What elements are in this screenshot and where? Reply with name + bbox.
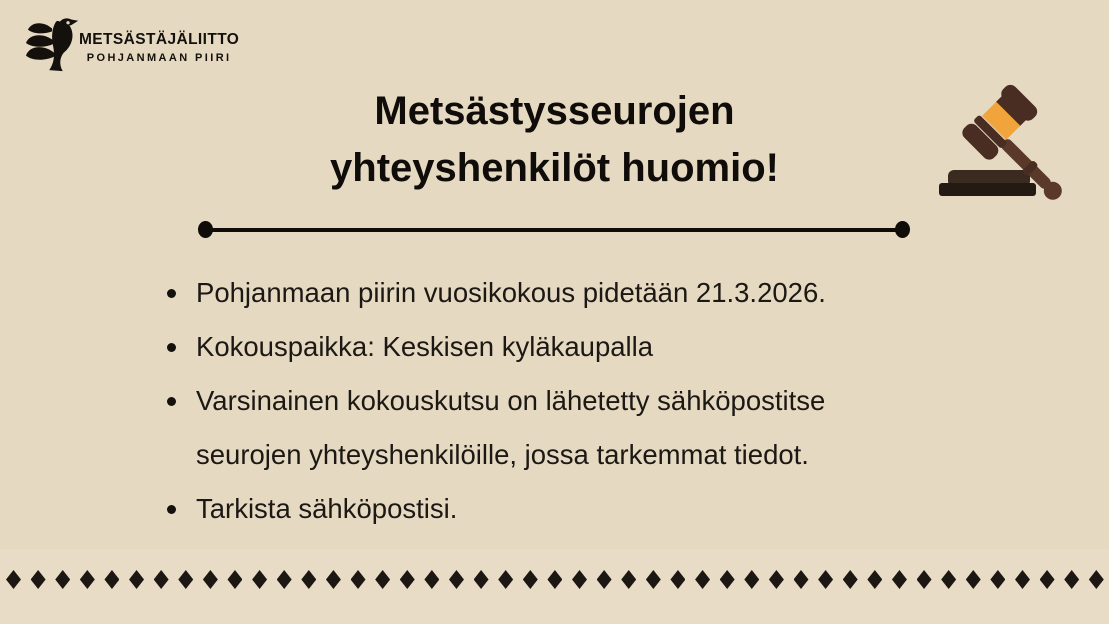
diamond-ornament-icon (203, 570, 218, 589)
list-item-text: Tarkista sähköpostisi. (196, 493, 458, 524)
diamond-ornament-icon (400, 570, 415, 589)
bullet-marker (167, 505, 176, 514)
diamond-ornament-icon (720, 570, 735, 589)
diamond-ornament-icon (154, 570, 169, 589)
bullet-marker (167, 289, 176, 298)
diamond-ornament-icon (572, 570, 587, 589)
bullet-marker (167, 397, 176, 406)
page-title-line-2: yhteyshenkilöt huomio! (330, 146, 779, 190)
divider-right-dot-icon (895, 221, 910, 238)
diamond-ornament-icon (6, 570, 21, 589)
bullet-list (167, 266, 1027, 536)
list-item (167, 482, 1027, 536)
diamond-ornament-icon (449, 570, 464, 589)
diamond-ornament-icon (867, 570, 882, 589)
diamond-ornament-icon (646, 570, 661, 589)
diamond-ornament-icon (227, 570, 242, 589)
diamond-ornament-icon (990, 570, 1005, 589)
diamond-ornament-icon (670, 570, 685, 589)
list-item (167, 266, 1027, 320)
organization-logo (26, 14, 239, 74)
page-title-line-1: Metsästysseurojen (374, 89, 735, 133)
diamond-ornament-icon (818, 570, 833, 589)
list-item-text: Pohjanmaan piirin vuosikokous pidetään 21.3.2026. (196, 277, 826, 308)
diamond-ornament-icon (252, 570, 267, 589)
diamond-ornament-icon (941, 570, 956, 589)
diamond-ornament-icon (1040, 570, 1055, 589)
diamond-ornament-icon (31, 570, 46, 589)
diamond-ornament-icon (1064, 570, 1079, 589)
diamond-ornament-icon (523, 570, 538, 589)
diamond-ornament-icon (1015, 570, 1030, 589)
list-item-text: Varsinainen kokouskutsu on lähetetty sähköpostitse seurojen yhteyshenkilöille, jossa tarkemmat tiedot. (196, 385, 826, 470)
diamond-strip (0, 549, 1109, 589)
diamond-ornament-icon (966, 570, 981, 589)
diamond-ornament-icon (326, 570, 341, 589)
organization-name: METSÄSTÄJÄLIITTO (79, 31, 240, 48)
diamond-ornament-icon (769, 570, 784, 589)
organization-subtitle: POHJANMAAN PIIRI (86, 52, 232, 64)
diamond-ornament-icon (917, 570, 932, 589)
diamond-ornament-icon (277, 570, 292, 589)
list-item (167, 374, 1027, 482)
list-item-text: Kokouspaikka: Keskisen kyläkaupalla (196, 331, 654, 362)
diamond-ornament-icon (744, 570, 759, 589)
bullet-marker (167, 343, 176, 352)
diamond-ornament-icon (129, 570, 144, 589)
diamond-ornament-icon (547, 570, 562, 589)
diamond-ornament-icon (178, 570, 193, 589)
diamond-ornament-icon (474, 570, 489, 589)
divider (198, 220, 910, 239)
diamond-ornament-icon (597, 570, 612, 589)
diamond-ornament-icon (301, 570, 316, 589)
list-item (167, 320, 1027, 374)
diamond-ornament-icon (104, 570, 119, 589)
diamond-ornament-icon (621, 570, 636, 589)
diamond-ornament-icon (843, 570, 858, 589)
diamond-ornament-icon (892, 570, 907, 589)
diamond-ornament-icon (80, 570, 95, 589)
footer-band (0, 549, 1109, 624)
diamond-ornament-icon (498, 570, 513, 589)
grouse-bird-icon (26, 14, 84, 74)
diamond-ornament-icon (794, 570, 809, 589)
gavel-icon (930, 78, 1068, 206)
diamond-ornament-icon (1089, 570, 1104, 589)
diamond-ornament-icon (424, 570, 439, 589)
diamond-ornament-icon (55, 570, 70, 589)
divider-line (211, 228, 897, 232)
diamond-ornament-icon (695, 570, 710, 589)
diamond-ornament-icon (375, 570, 390, 589)
diamond-ornament-icon (351, 570, 366, 589)
